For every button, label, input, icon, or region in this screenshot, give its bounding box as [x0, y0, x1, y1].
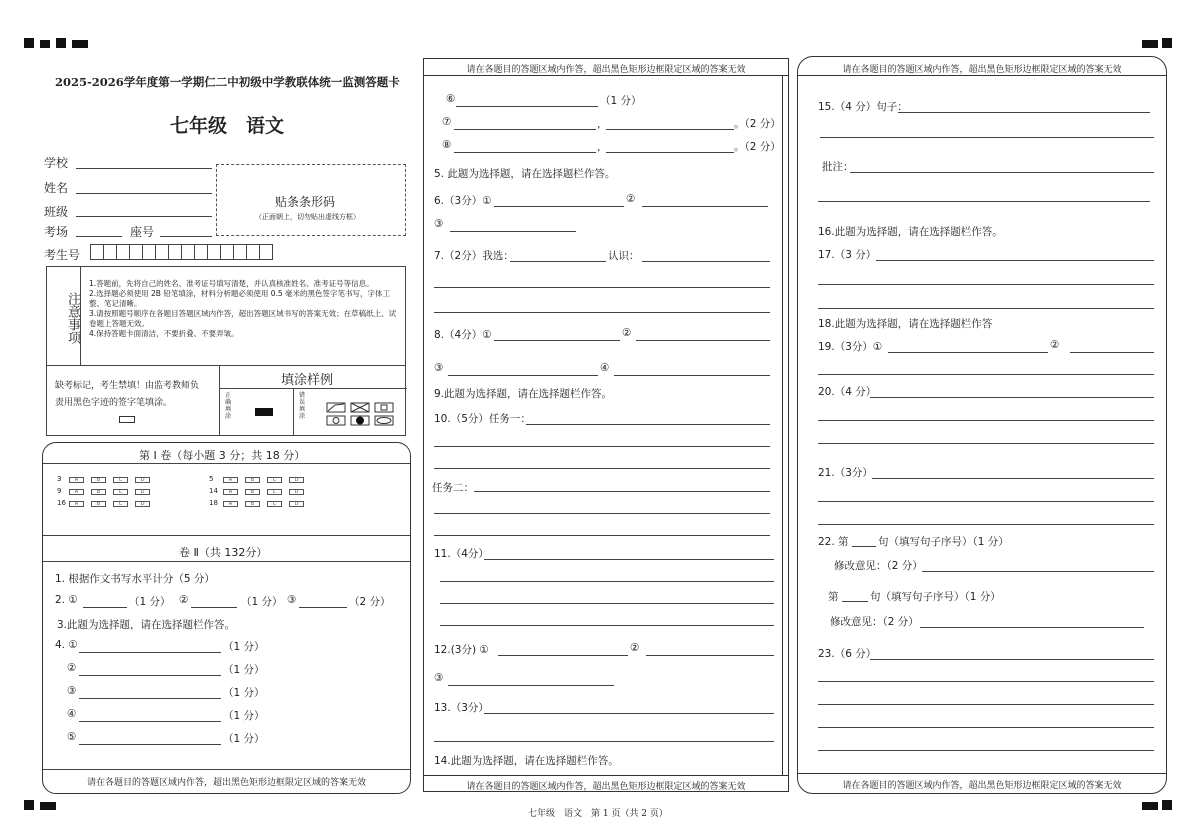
q-label: ② [622, 327, 632, 339]
answer-line[interactable] [818, 420, 1154, 421]
q7-label: 7.（2分）我选： [434, 250, 514, 262]
q2-score: （1 分） [241, 596, 283, 608]
answer-line[interactable] [454, 152, 596, 153]
answer-line[interactable] [606, 129, 734, 130]
answer-line[interactable] [434, 741, 774, 742]
school-field[interactable] [76, 168, 212, 169]
q8-label: 8.（4分）① [434, 329, 492, 341]
choice-grid-right[interactable]: 5 A B C D 14 A B C D 18 A B C D [209, 473, 311, 509]
q12-label: 12.(3分) ① [434, 644, 489, 656]
q22-label: 修改意见：（2 分） [834, 560, 923, 572]
sample-title: 填涂样例 [281, 373, 334, 388]
notice-box [46, 266, 406, 366]
answer-line[interactable] [870, 659, 1154, 660]
absent-mark-box[interactable] [119, 416, 135, 423]
answer-line[interactable] [484, 713, 774, 714]
q4-label: ⑤ [67, 731, 77, 743]
q22-label: 句（填写句子序号）（1 分） [870, 591, 1001, 603]
answer-line[interactable] [440, 603, 774, 604]
wrong-label: 错误填涂 [299, 392, 306, 420]
answer-line[interactable] [818, 727, 1154, 728]
answer-line[interactable] [818, 524, 1154, 525]
divider [43, 463, 410, 464]
choice-grid-left[interactable]: 3 A B C D 9 A B C D 16 A B C D [57, 473, 157, 509]
q-label: ③ [434, 362, 444, 374]
q-score: 。（2 分） [734, 118, 781, 130]
name-label: 姓名 [44, 181, 69, 195]
q-num: 3 [57, 475, 62, 483]
q-label: ③ [434, 672, 444, 684]
grade-subject: 七年级 语文 [170, 115, 285, 137]
q18-text: 18.此题为选择题，请在选择题栏作答 [818, 318, 993, 330]
answer-line[interactable] [870, 397, 1154, 398]
correct-label: 正确填涂 [225, 392, 232, 420]
q4-score: （1 分） [223, 733, 265, 745]
name-field[interactable] [76, 193, 212, 194]
answer-line[interactable] [448, 685, 614, 686]
barcode-title: 贴条条形码 [275, 195, 336, 209]
q10-label: 10.（5分）任务一： [434, 413, 531, 425]
q15-label: 15.（4 分）句子： [818, 101, 908, 113]
divider [424, 775, 788, 776]
q11-label: 11.（4分） [434, 548, 489, 560]
answer-line[interactable] [818, 284, 1154, 285]
corner-mark [1142, 802, 1158, 810]
answer-line[interactable] [818, 201, 1150, 202]
q-label: 批注： [822, 161, 854, 173]
q4-score: （1 分） [223, 641, 265, 653]
answer-line[interactable] [642, 261, 770, 262]
notice-title: 注意事项 [47, 267, 81, 365]
answer-line[interactable] [820, 137, 1154, 138]
corner-mark [1142, 40, 1158, 48]
answer-line[interactable] [434, 468, 770, 469]
answer-line[interactable] [614, 375, 770, 376]
answer-line[interactable] [818, 374, 1154, 375]
answer-line[interactable] [818, 681, 1154, 682]
notice-item: 1.答题前，先将自己的姓名、准考证号填写清楚，并认真核准姓名、准考证号等信息。 [89, 279, 374, 288]
room-field[interactable] [76, 236, 122, 237]
q-num: 14 [209, 487, 218, 495]
q13-label: 13.（3分） [434, 702, 489, 714]
inner-divider [782, 76, 783, 775]
corner-mark [1162, 38, 1172, 48]
header-note: 请在各题目的答题区域内作答，超出黑色矩形边框限定区域的答案无效 [842, 65, 1122, 75]
answer-line[interactable] [456, 106, 598, 107]
answer-line[interactable] [434, 312, 770, 313]
corner-mark [56, 38, 66, 48]
header-note: 请在各题目的答题区域内作答，超出黑色矩形边框限定区域的答案无效 [466, 65, 746, 75]
footer-note: 请在各题目的答题区域内作答，超出黑色矩形边框限定区域的答案无效 [466, 782, 746, 792]
wrong-samples-icon [325, 402, 397, 428]
seat-label: 座号 [130, 225, 155, 239]
q22-label: 修改意见：（2 分） [830, 616, 919, 628]
answer-line[interactable] [818, 443, 1154, 444]
answer-line[interactable] [888, 352, 1048, 353]
answer-line[interactable] [526, 424, 770, 425]
q5-text: 5. 此题为选择题，请在选择题栏作答。 [434, 168, 616, 180]
section1-title: 第 Ⅰ 卷（每小题 3 分；共 18 分） [139, 449, 306, 462]
q2-answer-1[interactable] [83, 607, 127, 608]
q4-label: ③ [67, 685, 77, 697]
barcode-area [216, 164, 406, 236]
footer-note: 请在各题目的答题区域内作答，超出黑色矩形边框限定区域的答案无效 [842, 781, 1122, 791]
corner-mark [40, 40, 50, 48]
q-score: 。（2 分） [734, 141, 781, 153]
q-label: ③ [434, 218, 444, 230]
answer-line[interactable] [818, 750, 1154, 751]
q-label: ② [1050, 339, 1060, 351]
q-label: ② [630, 642, 640, 654]
room-label: 考场 [44, 225, 69, 239]
q2-label: ③ [287, 594, 297, 606]
q2-answer-2[interactable] [191, 607, 237, 608]
q23-label: 23.（6 分） [818, 648, 877, 660]
q4-score: （1 分） [223, 664, 265, 676]
q14-text: 14.此题为选择题，请在选择题栏作答。 [434, 755, 619, 767]
answer-line[interactable] [606, 152, 734, 153]
q4-answer[interactable] [79, 652, 221, 653]
q-label: ④ [600, 362, 610, 374]
answer-line[interactable] [434, 535, 770, 536]
q2-score: （1 分） [129, 596, 171, 608]
class-label: 班级 [44, 205, 69, 219]
answer-line[interactable] [440, 625, 774, 626]
q-label: ⑥ [446, 93, 456, 105]
q2-answer-3[interactable] [299, 607, 347, 608]
divider [43, 535, 410, 536]
corner-mark [24, 800, 34, 810]
divider [424, 75, 788, 76]
divider [798, 75, 1166, 76]
q20-label: 20.（4 分） [818, 386, 877, 398]
notice-item: 2.选择题必须使用 2B 铅笔填涂，材料分析题必须使用 0.5 毫米的黑色签字笔书写，字体工整、笔记清晰。 [89, 289, 391, 308]
exam-title: 2025-2026学年度第一学期仁二中初级中学教联体统一监测答题卡 [55, 75, 400, 89]
absent-sample-box [46, 366, 406, 436]
q-label: ⑧ [442, 139, 452, 151]
answer-line[interactable] [852, 546, 876, 547]
q-num: 16 [57, 499, 66, 507]
answer-line[interactable] [818, 704, 1154, 705]
q4-answer[interactable] [79, 698, 221, 699]
q4-label: 4. ① [55, 639, 78, 651]
answer-line[interactable] [434, 287, 770, 288]
q-label: 认识： [608, 250, 640, 262]
q4-score: （1 分） [223, 710, 265, 722]
sample-divider [293, 388, 294, 436]
exam-no-label: 考生号 [44, 248, 81, 262]
corner-mark [1162, 800, 1172, 810]
q6-label: 6.（3分）① [434, 195, 492, 207]
answer-line[interactable] [494, 206, 624, 207]
barcode-sub: （正面朝上，切勿贴出虚线方框） [255, 213, 360, 221]
q1-text: 1. 根据作文书写水平计分（5 分） [55, 573, 215, 585]
exam-no-boxes[interactable] [90, 244, 272, 263]
absent-text: 缺考标记，考生禁填！由监考教师负 [55, 381, 200, 391]
answer-line[interactable] [434, 446, 770, 447]
q22-label: 第 [828, 591, 839, 603]
answer-line[interactable] [440, 581, 774, 582]
q-num: 18 [209, 499, 218, 507]
answer-line[interactable] [448, 375, 598, 376]
q-num: 9 [57, 487, 62, 495]
answer-line[interactable] [474, 491, 770, 492]
answer-line[interactable] [642, 206, 768, 207]
q-score: （1 分） [600, 95, 642, 107]
q4-answer[interactable] [79, 744, 221, 745]
corner-mark [40, 802, 56, 810]
q4-label: ② [67, 662, 77, 674]
answer-line[interactable] [922, 571, 1154, 572]
q-label: ⑦ [442, 116, 452, 128]
divider [798, 773, 1166, 774]
q4-label: ④ [67, 708, 77, 720]
notice-list [89, 279, 401, 339]
answer-line[interactable] [1070, 352, 1154, 353]
answer-line[interactable] [818, 501, 1154, 502]
answer-line[interactable] [484, 559, 774, 560]
notice-item: 4.保持答题卡面清洁，不要折叠、不要弄皱。 [89, 329, 239, 338]
answer-frame-col1 [42, 442, 411, 794]
page-footer: 七年级 语文 第 1 页（共 2 页） [528, 809, 668, 819]
q22-label: 22. 第 [818, 536, 849, 548]
answer-line[interactable] [842, 601, 868, 602]
answer-line[interactable] [920, 627, 1144, 628]
answer-line[interactable] [898, 112, 1150, 113]
footer-note: 请在各题目的答题区域内作答，超出黑色矩形边框限定区域的答案无效 [86, 778, 366, 788]
answer-line[interactable] [818, 308, 1154, 309]
answer-line[interactable] [646, 655, 774, 656]
q21-label: 21.（3分） [818, 467, 873, 479]
answer-line[interactable] [636, 340, 770, 341]
q9-text: 9.此题为选择题，请在选择题栏作答。 [434, 388, 613, 400]
answer-line[interactable] [850, 172, 1154, 173]
answer-line[interactable] [876, 260, 1154, 261]
answer-line[interactable] [494, 340, 620, 341]
sample-divider [219, 388, 407, 389]
corner-mark [72, 40, 88, 48]
comma: ， [597, 141, 608, 153]
divider [43, 561, 410, 562]
q22-label: 句（填写句子序号）（1 分） [878, 536, 1009, 548]
q2-label: 2. ① [55, 594, 78, 606]
class-field[interactable] [76, 216, 212, 217]
correct-sample [255, 408, 273, 416]
q19-label: 19.（3分）① [818, 341, 883, 353]
sample-divider [219, 366, 220, 436]
answer-line[interactable] [498, 655, 628, 656]
q2-score: （2 分） [349, 596, 391, 608]
q-num: 5 [209, 475, 214, 483]
q3-text: 3.此题为选择题，请在选择题栏作答。 [57, 619, 236, 631]
notice-item: 3.请按照题号顺序在各题目答题区域内作答，超出答题区域书写的答案无效；在草稿纸上、试卷题上答题无效。 [89, 309, 397, 328]
answer-line[interactable] [454, 129, 596, 130]
q16-text: 16.此题为选择题，请在选择题栏作答。 [818, 226, 1003, 238]
q4-answer[interactable] [79, 675, 221, 676]
q4-score: （1 分） [223, 687, 265, 699]
answer-line[interactable] [872, 478, 1154, 479]
q-label: ② [626, 193, 636, 205]
divider [43, 769, 410, 770]
q-label: 任务二： [432, 482, 474, 494]
section2-title: 卷 Ⅱ（共 132分） [179, 546, 268, 559]
corner-mark [24, 38, 34, 48]
absent-text: 责用黑色字迹的签字笔填涂。 [55, 398, 173, 408]
comma: ， [597, 118, 608, 130]
q2-label: ② [179, 594, 189, 606]
seat-field[interactable] [160, 236, 212, 237]
school-label: 学校 [44, 156, 69, 170]
answer-line[interactable] [434, 513, 770, 514]
q4-answer[interactable] [79, 721, 221, 722]
answer-line[interactable] [510, 261, 606, 262]
q17-label: 17.（3 分） [818, 249, 877, 261]
answer-line[interactable] [450, 231, 576, 232]
